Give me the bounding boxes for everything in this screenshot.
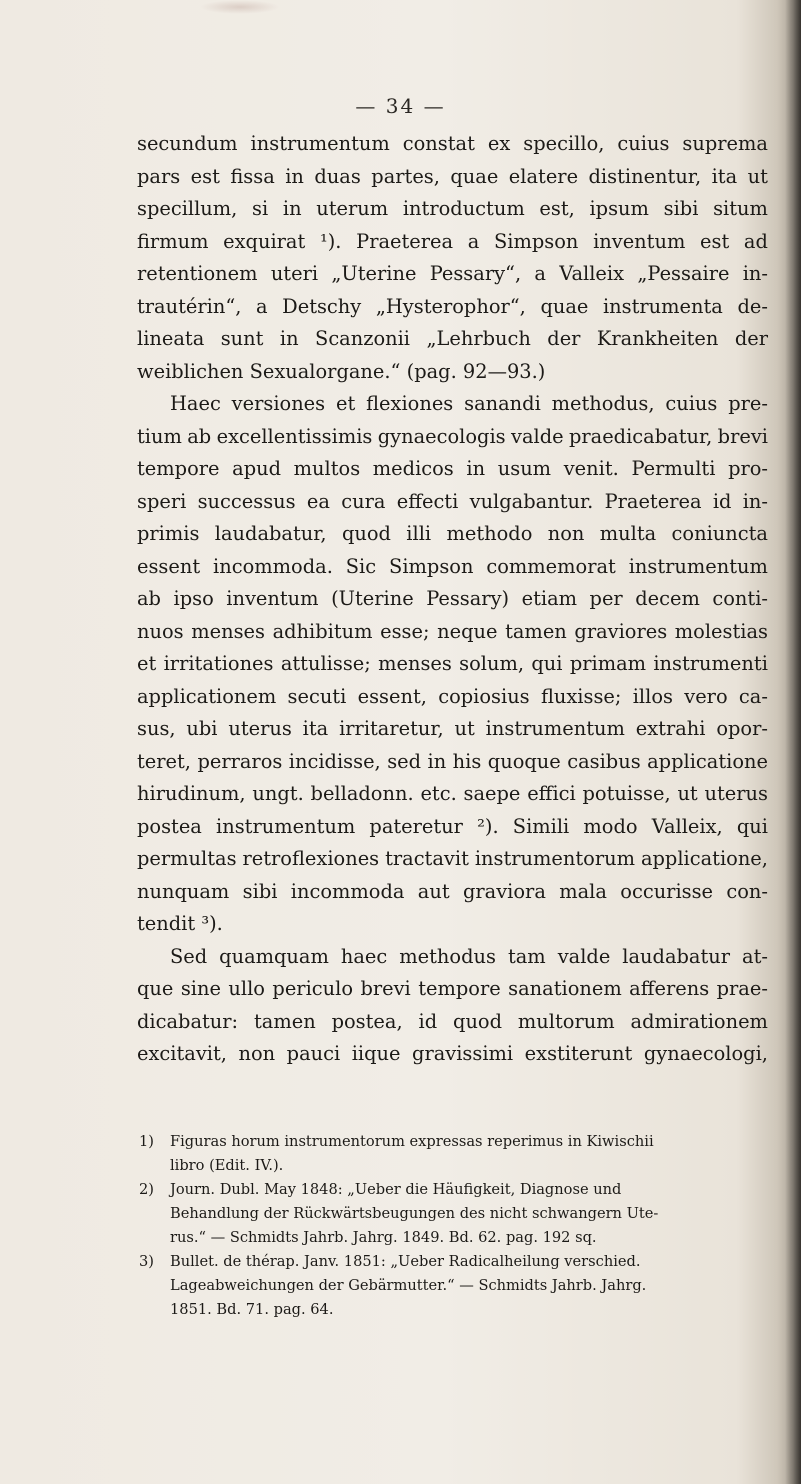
text-line: et irritationes attulisse; menses solum, qui primam instrumenti: [137, 652, 768, 675]
text-line: excitavit, non pauci iique gravissimi exstiterunt gynaecologi,: [137, 1042, 768, 1065]
text-line: nuos menses adhibitum esse; neque tamen graviores molestias: [137, 619, 768, 643]
text-line: Sed quamquam haec methodus tam valde laudabatur at-: [170, 944, 768, 968]
text-line: teret, perraros incidisse, sed in his quoque casibus applicatione: [137, 749, 768, 773]
text-line: nunquam sibi incommoda aut graviora mala occurisse con-: [137, 879, 768, 903]
text-line: tium ab excellentissimis gynaecologis valde praedicabatur, brevi: [137, 424, 768, 448]
footnote-text: [170, 1250, 768, 1322]
paper-stain: [200, 0, 280, 14]
footnote-text: [170, 1130, 768, 1178]
text-line: lineata sunt in Scanzonii „Lehrbuch der Krankheiten der: [137, 327, 768, 350]
footnote-line: Journ. Dubl. May 1848: „Ueber die Häufigkeit, Diagnose und: [170, 1181, 622, 1198]
footnote-line: Lageabweichungen der Gebärmutter.“ — Schmidts Jahrb. Jahrg.: [170, 1277, 647, 1294]
text-line: pars est fissa in duas partes, quae elatere distinentur, ita ut: [137, 164, 768, 188]
text-line: applicationem secuti essent, copiosius fluxisse; illos vero ca-: [137, 684, 768, 708]
footnote-number: 1): [139, 1133, 154, 1150]
text-line: weiblichen Sexualorgane.“ (pag. 92—93.): [137, 359, 546, 383]
text-line: secundum instrumentum constat ex specillo, cuius suprema: [137, 132, 768, 155]
footnote-line: 1851. Bd. 71. pag. 64.: [170, 1301, 334, 1318]
page-edge-shadow: [785, 0, 801, 1484]
footnote: [137, 1178, 768, 1250]
footnote-line: rus.“ — Schmidts Jahrb. Jahrg. 1849. Bd. 62. pag. 192 sq.: [170, 1229, 597, 1246]
footnote: [137, 1250, 768, 1322]
text-line: specillum, si in uterum introductum est, ipsum sibi situm: [137, 197, 768, 220]
footnote-number: 2): [139, 1181, 154, 1198]
main-text: [137, 128, 768, 1071]
footnote-number: 3): [139, 1253, 154, 1270]
text-line: dicabatur: tamen postea, id quod multorum admirationem: [137, 1009, 768, 1033]
footnote-text: [170, 1178, 768, 1250]
text-line: permultas retroflexiones tractavit instrumentorum applicatione,: [137, 847, 768, 870]
text-line: Haec versiones et flexiones sanandi methodus, cuius pre-: [170, 392, 768, 415]
footnotes: [137, 1130, 768, 1322]
footnote-line: libro (Edit. IV.).: [170, 1157, 284, 1174]
footnote-line: Bullet. de thérap. Janv. 1851: „Ueber Radicalheilung verschied.: [170, 1253, 641, 1270]
text-line: sus, ubi uterus ita irritaretur, ut instrumentum extrahi opor-: [137, 717, 768, 740]
page-number: — 34 —: [355, 94, 446, 118]
text-line: firmum exquirat ¹). Praeterea a Simpson inventum est ad: [137, 229, 768, 253]
footnote-line: Behandlung der Rückwärtsbeugungen des nicht schwangern Ute-: [170, 1205, 659, 1222]
text-line: que sine ullo periculo brevi tempore sanationem afferens prae-: [137, 977, 768, 1000]
text-line: ab ipso inventum (Uterine Pessary) etiam per decem conti-: [137, 587, 768, 610]
footnote-line: Figuras horum instrumentorum expressas reperimus in Kiwischii: [170, 1133, 654, 1150]
text-line: trautérin“, a Detschy „Hysterophor“, quae instrumenta de-: [137, 294, 768, 318]
text-line: tendit ³).: [137, 912, 223, 935]
text-line: hirudinum, ungt. belladonn. etc. saepe effici potuisse, ut uterus: [137, 782, 768, 805]
text-line: retentionem uteri „Uterine Pessary“, a Valleix „Pessaire in-: [137, 262, 768, 285]
text-line: primis laudabatur, quod illi methodo non multa coniuncta: [137, 522, 768, 545]
text-line: speri successus ea cura effecti vulgabantur. Praeterea id in-: [137, 489, 768, 513]
text-line: essent incommoda. Sic Simpson commemorat instrumentum: [137, 554, 768, 578]
text-line: postea instrumentum pateretur ²). Simili modo Valleix, qui: [137, 814, 768, 838]
footnote: [137, 1130, 768, 1178]
text-line: tempore apud multos medicos in usum venit. Permulti pro-: [137, 457, 768, 480]
